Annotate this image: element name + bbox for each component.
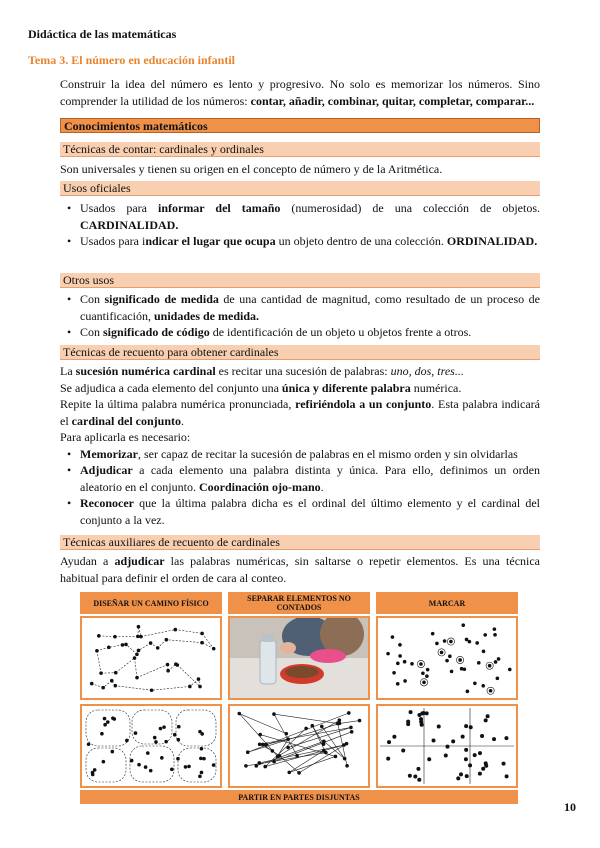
bullet-icon: • xyxy=(67,201,72,215)
label-camino: DISEÑAR UN CAMINO FÍSICO xyxy=(80,592,222,614)
list-item: • Con significado de código de identificación de un objeto u objetos frente a otros. xyxy=(67,325,472,339)
subsection-header-contar: Técnicas de contar: cardinales y ordinales xyxy=(60,142,540,157)
section-header-conocimientos: Conocimientos matemáticos xyxy=(60,118,540,133)
panel-disjuntas-1 xyxy=(80,704,222,788)
label-marcar: MARCAR xyxy=(376,592,518,614)
list-item: • Reconocer que la última palabra dicha es el ordinal del último elemento y el cardinal del conjunto a la vez. xyxy=(67,496,540,527)
document-title: Didáctica de las matemáticas xyxy=(28,27,177,41)
grid-dots-diagram xyxy=(378,706,516,786)
bullet-icon: • xyxy=(67,496,72,510)
chapter-title: Tema 3. El número en educación infantil xyxy=(28,53,236,67)
bullet-icon: • xyxy=(67,463,72,477)
panel-camino xyxy=(80,616,222,700)
otros-list xyxy=(60,291,540,341)
bullet-icon: • xyxy=(67,292,72,306)
panel-marcar xyxy=(376,616,518,700)
photo-child-counting xyxy=(230,618,368,698)
marked-dots-diagram xyxy=(378,618,516,698)
list-item: • Memorizar, ser capaz de recitar la sucesión de palabras en el mismo orden y sin olvidarlas xyxy=(67,446,518,461)
bullet-icon: • xyxy=(67,234,72,248)
auxiliares-paragraph: Ayudan a adjudicar las palabras numéricas, sin saltarse o repetir elementos. Es una técnica habitual para definir el orden de cara al conteo. xyxy=(60,554,541,585)
counting-techniques-figure xyxy=(80,592,518,804)
subsection-header-auxiliares: Técnicas auxiliares de recuento de cardinales xyxy=(60,535,540,550)
path-dots-diagram xyxy=(82,618,220,698)
list-item: • Con significado de medida de una cantidad de magnitud, como resultado de un proceso de cuantificación, unidades de medida. xyxy=(67,292,540,323)
list-item: • Usados para indicar el lugar que ocupa un objeto dentro de una colección. ORDINALIDAD. xyxy=(67,234,538,248)
panel-disjuntas-2 xyxy=(228,704,370,788)
subsection-header-usos: Usos oficiales xyxy=(60,181,540,196)
label-separar: SEPARAR ELEMENTOS NO CONTADOS xyxy=(228,592,370,614)
panel-disjuntas-3 xyxy=(376,704,518,788)
partitioned-dots-diagram xyxy=(82,706,220,786)
recuento-text: La sucesión numérica cardinal es recitar una sucesión de palabras: uno, dos, tres... Se adjudica a cada elemento del conjunto una única y diferente palabra numérica. Repite la última palabra numérica pronunciada, refiriéndola a un conjunto. Esta palabra indicará el cardinal del conjunto. Para aplicarla es necesario: • Memorizar, ser capaz de recitar la sucesión de palabras en el mismo orden y sin olvidarlas • Adjudicar a cada elemento una palabra distinta y única. Para ello, definimos un orden aleatorio en el conjunto. Coordinación ojo-mano. • Reconocer que la última palabra dicha es el ordinal del último elemento y el cardinal del conjunto a la vez. xyxy=(60,364,540,527)
intro-paragraph: Construir la idea del número es lento y progresivo. No solo es memorizar los números. Sino comprender la utilidad de los números: contar, añadir, combinar, quitar, completar, comparar... xyxy=(60,77,540,108)
connected-dots-diagram xyxy=(230,706,368,786)
subsection-header-otros: Otros usos xyxy=(60,273,540,288)
bullet-icon: • xyxy=(67,446,72,461)
panel-separar xyxy=(228,616,370,700)
bullet-icon: • xyxy=(67,325,72,339)
label-partir: PARTIR EN PARTES DISJUNTAS xyxy=(80,790,518,804)
list-item: • Usados para informar del tamaño (numerosidad) de una colección de objetos. CARDINALIDAD. xyxy=(67,201,541,232)
page-number: 10 xyxy=(564,800,576,814)
list-item: • Adjudicar a cada elemento una palabra distinta y única. Para ello, definimos un orden aleatorio en el conjunto. Coordinación ojo-mano. xyxy=(67,463,540,494)
contar-paragraph: Son universales y tienen su origen en el concepto de número y de la Aritmética. xyxy=(60,162,443,176)
subsection-header-recuento: Técnicas de recuento para obtener cardinales xyxy=(60,345,540,360)
usos-list xyxy=(60,200,540,250)
